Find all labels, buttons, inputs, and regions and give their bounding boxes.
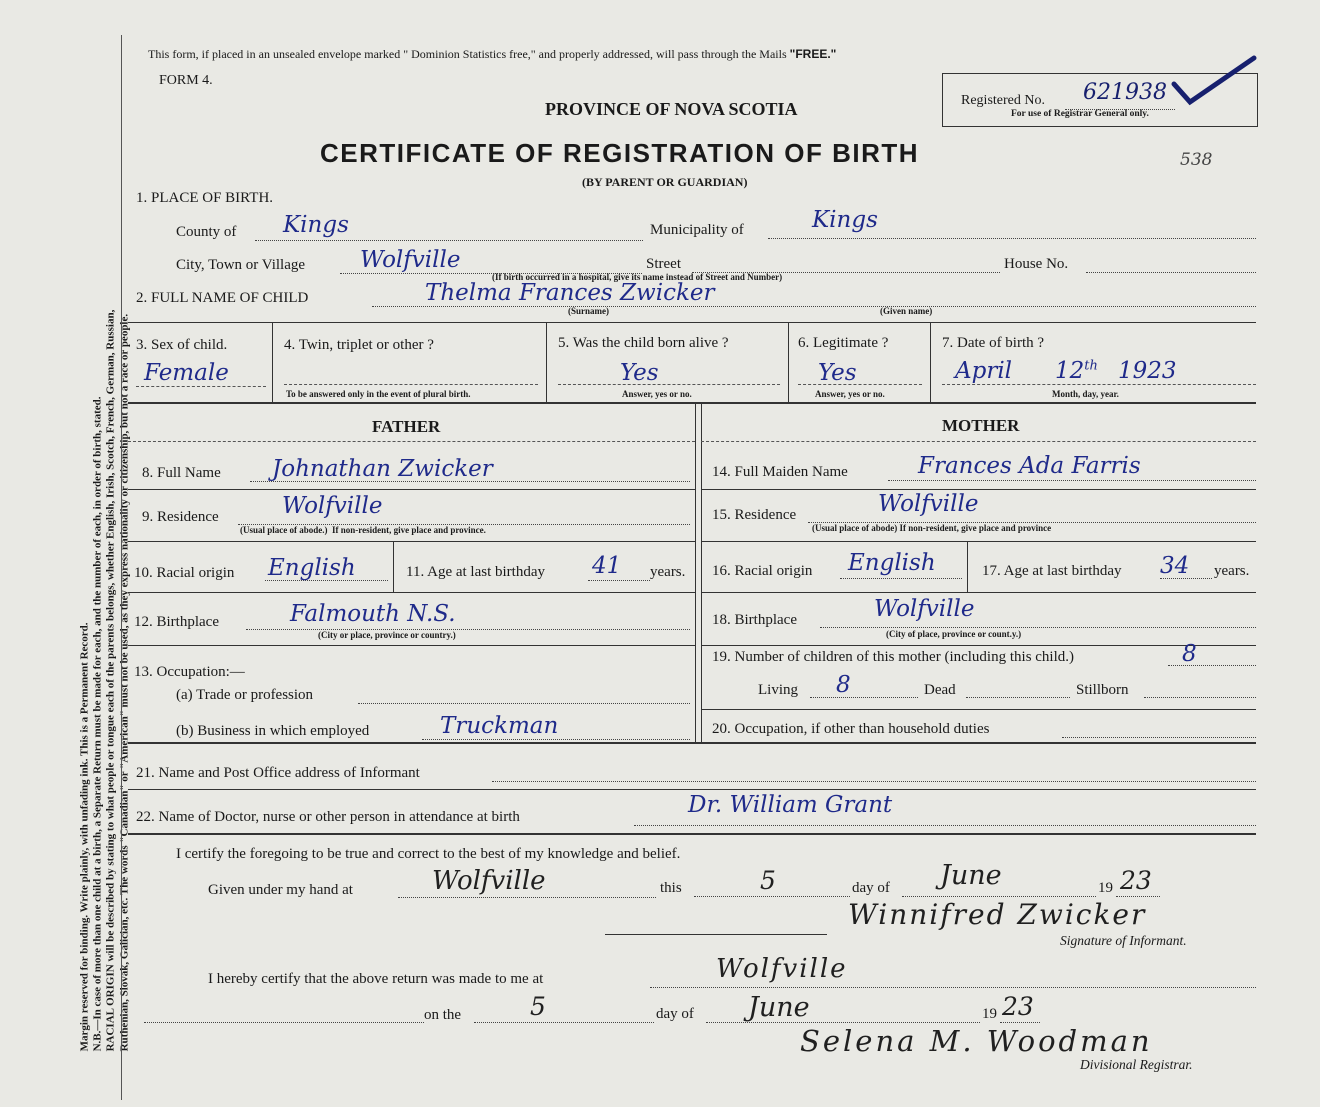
place-heading: 1. PLACE OF BIRTH. <box>136 190 274 206</box>
registrar-statement: I hereby certify that the above return was made to me at <box>208 971 544 987</box>
city-value: Wolfville <box>360 247 461 273</box>
child-name-line <box>372 306 1256 307</box>
mother-children-label: 19. Number of children of this mother (including this child.) <box>712 649 1075 665</box>
given-year-line <box>1116 896 1160 897</box>
father-age-unit: years. <box>650 564 686 580</box>
dob-month: April <box>955 358 1013 384</box>
municipality-value: Kings <box>812 207 878 233</box>
house-line <box>1086 272 1256 273</box>
given-place-line <box>398 897 656 898</box>
mother-race-age-divider <box>967 541 968 592</box>
father-res-note-a: (Usual place of abode.) <box>240 525 328 535</box>
twin-label: 4. Twin, triplet or other ? <box>284 337 434 353</box>
reg-year-prefix: 19 <box>982 1006 997 1022</box>
this-label: this <box>660 880 682 896</box>
mother-children-value: 8 <box>1182 641 1197 667</box>
living-value: 8 <box>836 672 851 698</box>
free-label: "FREE." <box>789 47 837 61</box>
check-mark-icon <box>1170 52 1260 112</box>
mother-bp-value: Wolfville <box>874 596 975 622</box>
rule-top-row <box>128 322 1256 323</box>
parents-divider-b <box>701 402 702 742</box>
dob-day-suffix: th <box>1084 358 1098 374</box>
father-rule-2 <box>128 541 695 542</box>
county-label: County of <box>176 224 237 240</box>
father-bp-note: (City or place, province or country.) <box>318 630 456 640</box>
alive-value: Yes <box>620 360 659 386</box>
mother-heading-rule <box>701 441 1256 442</box>
mother-res-note <box>812 523 1051 533</box>
binding-margin <box>0 0 131 1107</box>
father-age-line <box>588 580 650 581</box>
mother-occ-label: 20. Occupation, if other than household duties <box>712 721 990 737</box>
father-rule-4 <box>128 645 695 646</box>
father-bp-line <box>246 629 690 630</box>
mother-occ-line <box>1062 737 1256 738</box>
given-year-value: 23 <box>1120 866 1152 895</box>
father-rule-1 <box>128 489 695 490</box>
margin-line-3: RACIAL ORIGIN will be described by stating to what people or tongue each of the parents belongs, whether English, Irish, Scotch, French, German, Russian, <box>105 309 117 1052</box>
alive-label: 5. Was the child born alive ? <box>558 335 729 351</box>
mother-bp-label: 18. Birthplace <box>712 612 797 628</box>
mother-res-value: Wolfville <box>878 491 979 517</box>
father-occ-label: 13. Occupation:— <box>134 664 245 680</box>
mother-bp-line <box>820 627 1256 628</box>
dead-label: Dead <box>924 682 956 698</box>
rule-parents-top <box>128 402 1256 404</box>
father-race-age-divider <box>393 541 394 592</box>
twin-line <box>284 384 538 385</box>
registrar-leading-line <box>144 1022 424 1023</box>
given-place-value: Wolfville <box>432 866 546 896</box>
doctor-line <box>634 825 1256 826</box>
sex-label: 3. Sex of child. <box>136 337 228 353</box>
dob-day-number: 12 <box>1055 358 1085 384</box>
father-business-value: Truckman <box>440 713 559 739</box>
mother-rule-1 <box>701 489 1256 490</box>
mother-heading: MOTHER <box>942 416 1020 435</box>
surname-note: (Surname) <box>568 306 609 316</box>
form-number: FORM 4. <box>159 73 213 88</box>
given-month-value: June <box>940 860 1002 891</box>
rule-doctor <box>128 833 1256 835</box>
county-line <box>255 240 643 241</box>
informant-caption: Signature of Informant. <box>1060 933 1187 948</box>
legit-label: 6. Legitimate ? <box>798 335 889 351</box>
registrar-place-value: Wolfville <box>716 954 848 984</box>
father-trade-line <box>358 703 690 704</box>
reg-day-value: 5 <box>530 992 546 1021</box>
rule-informant <box>128 789 1256 790</box>
mother-rule-3 <box>701 592 1256 593</box>
father-age-value: 41 <box>592 553 622 579</box>
stillborn-label: Stillborn <box>1076 682 1129 698</box>
dead-line <box>966 697 1070 698</box>
mother-race-value: English <box>848 550 936 576</box>
father-res-note-b: If non-resident, give place and province. <box>332 525 486 535</box>
twin-note: To be answered only in the event of plural birth. <box>286 389 471 399</box>
margin-line-2: N.B.—In case of more than one child at a birth, a Separate Return must be made for each, and the number of each, in order of birth, stated. <box>91 396 104 1052</box>
living-line <box>810 697 918 698</box>
legit-value: Yes <box>818 360 857 386</box>
dob-label: 7. Date of birth ? <box>942 335 1045 351</box>
registrar-note: For use of Registrar General only. <box>1011 109 1149 119</box>
sex-line <box>136 386 266 387</box>
informant-line <box>492 781 1256 782</box>
registrar-signature: Selena M. Woodman <box>800 1024 1153 1058</box>
house-label: House No. <box>1004 256 1069 272</box>
father-bp-value: Falmouth N.S. <box>290 601 456 627</box>
informant-signature: Winnifred Zwicker <box>848 898 1147 931</box>
dob-line <box>942 384 1256 385</box>
doctor-value: Dr. William Grant <box>688 792 893 818</box>
divider-twin-alive <box>546 322 547 402</box>
father-heading: FATHER <box>372 417 441 436</box>
certificate-title: CERTIFICATE OF REGISTRATION OF BIRTH <box>320 138 920 168</box>
mother-res-note-a: (Usual place of abode) <box>812 523 898 533</box>
mother-race-label: 16. Racial origin <box>712 563 813 579</box>
street-label: Street <box>646 256 681 272</box>
father-name-label: 8. Full Name <box>142 465 221 481</box>
child-name-label: 2. FULL NAME OF CHILD <box>136 290 309 306</box>
rule-parents-bottom <box>128 742 1256 744</box>
father-trade-label: (a) Trade or profession <box>176 687 314 703</box>
divider-sex-twin <box>272 322 273 402</box>
father-res-value: Wolfville <box>282 493 383 519</box>
mother-rule-2 <box>701 541 1256 542</box>
living-label: Living <box>758 682 798 698</box>
on-the-label: on the <box>424 1007 462 1023</box>
mother-race-line <box>840 578 962 579</box>
alive-line <box>558 384 780 385</box>
registrar-place-line <box>650 987 1256 988</box>
father-race-value: English <box>268 555 356 581</box>
margin-line-4: Ruthenian, Slovak, Galician, etc. The words "Canadian" or "American" must not be used, as they express nationality or citizenship, but not a race or people. <box>118 313 131 1052</box>
stillborn-line <box>1144 697 1256 698</box>
dob-note: Month, day, year. <box>1052 389 1119 399</box>
legit-line <box>798 384 922 385</box>
mail-notice-text: This form, if placed in an unsealed envelope marked " Dominion Statistics free," and properly addressed, will pass through the Mails <box>148 47 787 61</box>
blank-signature-line <box>605 934 827 935</box>
margin-line-1: Margin reserved for binding. Write plainly, with unfading ink. This is a Permanent Record. <box>78 622 91 1052</box>
mother-rule-4 <box>701 645 1256 646</box>
divider-legit-dob <box>930 322 931 402</box>
registered-number: 621938 <box>1083 80 1167 105</box>
province-heading: PROVINCE OF NOVA SCOTIA <box>545 99 798 119</box>
reg-month-value: June <box>748 992 810 1023</box>
mother-res-note-b: If non-resident, give place and province <box>899 523 1052 533</box>
father-business-line <box>422 739 690 740</box>
mother-age-value: 34 <box>1160 553 1190 579</box>
reg-day-line <box>474 1022 654 1023</box>
dayof-label: day of <box>852 880 890 896</box>
registrar-caption: Divisional Registrar. <box>1080 1057 1193 1072</box>
child-name-value: Thelma Frances Zwicker <box>425 280 715 306</box>
mother-age-label: 17. Age at last birthday <box>982 563 1122 579</box>
doctor-label: 22. Name of Doctor, nurse or other person in attendance at birth <box>136 809 520 825</box>
father-res-label: 9. Residence <box>142 509 219 525</box>
father-race-label: 10. Racial origin <box>134 565 235 581</box>
given-label: Given under my hand at <box>208 882 353 898</box>
margin-rule <box>121 35 122 1100</box>
father-res-note <box>240 525 486 535</box>
county-value: Kings <box>283 212 349 238</box>
alive-note: Answer, yes or no. <box>622 389 692 399</box>
mother-name-value: Frances Ada Farris <box>918 453 1141 479</box>
dob-year: 1923 <box>1118 358 1177 384</box>
reg-year-value: 23 <box>1002 992 1034 1021</box>
hospital-note: (If birth occurred in a hospital, give its name instead of Street and Number) <box>492 272 783 282</box>
given-day-line <box>694 896 850 897</box>
reg-dayof-label: day of <box>656 1006 694 1022</box>
given-name-note: (Given name) <box>880 306 933 316</box>
city-label: City, Town or Village <box>176 257 306 273</box>
father-rule-3 <box>128 592 695 593</box>
father-age-label: 11. Age at last birthday <box>406 564 545 580</box>
given-day-value: 5 <box>760 866 776 895</box>
reg-year-line <box>1000 1022 1040 1023</box>
legit-note: Answer, yes or no. <box>815 389 885 399</box>
sex-value: Female <box>144 360 229 386</box>
divider-alive-legit <box>788 322 789 402</box>
father-bp-label: 12. Birthplace <box>134 614 219 630</box>
parents-divider-a <box>695 402 696 742</box>
father-heading-rule <box>128 441 695 442</box>
mother-res-label: 15. Residence <box>712 507 797 523</box>
year-prefix: 19 <box>1098 880 1113 896</box>
mother-age-unit: years. <box>1214 563 1250 579</box>
certify-statement: I certify the foregoing to be true and correct to the best of my knowledge and belief. <box>176 846 681 862</box>
given-month-line <box>902 896 1096 897</box>
father-business-label: (b) Business in which employed <box>176 723 370 739</box>
corner-mark: 538 <box>1180 150 1213 170</box>
mother-name-line <box>888 480 1256 481</box>
margin-instructions <box>79 0 132 1051</box>
registered-label: Registered No. <box>961 93 1045 108</box>
informant-label: 21. Name and Post Office address of Informant <box>136 765 420 781</box>
mail-notice <box>148 47 836 62</box>
mother-name-label: 14. Full Maiden Name <box>712 464 848 480</box>
certificate-subtitle: (BY PARENT OR GUARDIAN) <box>582 175 748 189</box>
mother-rule-5 <box>701 709 1256 710</box>
municipality-label: Municipality of <box>650 222 744 238</box>
municipality-line <box>768 238 1256 239</box>
father-name-value: Johnathan Zwicker <box>272 456 493 482</box>
mother-bp-note: (City of place, province or count.y.) <box>886 629 1022 639</box>
dob-day <box>1055 358 1098 384</box>
